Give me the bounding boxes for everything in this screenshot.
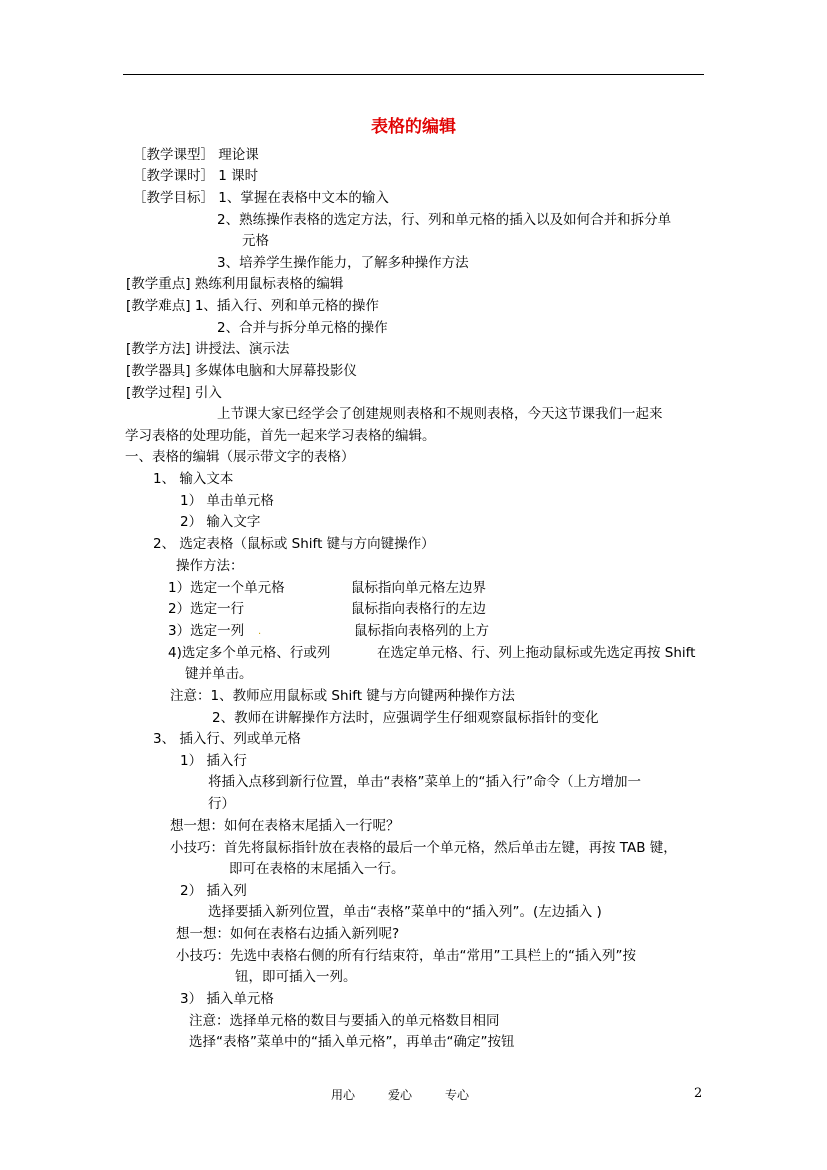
- text-line: 3、培养学生操作能力，了解多种操作方法: [217, 255, 469, 271]
- text-line: 2） 插入列: [180, 883, 247, 899]
- text-line: 即可在表格的末尾插入一行。: [229, 861, 405, 877]
- text-line: 注意：选择单元格的数目与要插入的单元格数目相同: [189, 1013, 500, 1029]
- text-line: 鼠标指向表格行的左边: [351, 601, 486, 617]
- text-line: 3）选定一列: [168, 623, 245, 639]
- text-line: 3、 插入行、列或单元格: [153, 731, 301, 747]
- text-line: 上节课大家已经学会了创建规则表格和不规则表格，今天这节课我们一起来: [217, 406, 663, 422]
- text-line: 2）选定一行: [168, 601, 245, 617]
- text-line: 钮，即可插入一列。: [235, 969, 357, 985]
- document-title: 表格的编辑: [371, 117, 456, 137]
- text-line: 1） 单击单元格: [180, 493, 274, 509]
- text-line: [教学难点] 1、插入行、列和单元格的操作: [126, 298, 379, 314]
- text-line: 选择“表格”菜单中的“插入单元格”，再单击“确定”按钮: [189, 1034, 515, 1050]
- text-line: 注意：1、教师应用鼠标或 Shift 键与方向键两种操作方法: [170, 688, 515, 704]
- text-line: 在选定单元格、行、列上拖动鼠标或先选定再按 Shift: [377, 645, 696, 661]
- text-line: 小技巧：首先将鼠标指针放在表格的最后一个单元格，然后单击左键，再按 TAB 键，: [170, 840, 677, 856]
- text-line: 鼠标指向单元格左边界: [351, 580, 486, 596]
- text-line: 1） 插入行: [180, 753, 247, 769]
- text-line: ［教学目标］ 1、掌握在表格中文本的输入: [133, 190, 389, 206]
- header-rule: [123, 74, 704, 75]
- text-line: 2） 输入文字: [180, 514, 261, 530]
- text-line: 1、 输入文本: [153, 471, 234, 487]
- text-line: 选择要插入新列位置，单击“表格”菜单中的“插入列”。(左边插入 ): [208, 904, 602, 920]
- footer-item: 爱心: [388, 1088, 413, 1102]
- stray-mark: .: [258, 626, 262, 637]
- text-line: [教学过程] 引入: [126, 385, 222, 401]
- text-line: 2、教师在讲解操作方法时，应强调学生仔细观察鼠标指针的变化: [212, 710, 599, 726]
- text-line: [教学方法] 讲授法、演示法: [126, 341, 290, 357]
- text-line: 将插入点移到新行位置，单击“表格”菜单上的“插入行”命令（上方增加一: [208, 774, 641, 790]
- text-line: 想一想：如何在表格右边插入新列呢?: [176, 926, 400, 942]
- text-line: 鼠标指向表格列的上方: [354, 623, 489, 639]
- text-line: 小技巧：先选中表格右侧的所有行结束符，单击“常用”工具栏上的“插入列”按: [176, 948, 636, 964]
- text-line: 一、表格的编辑（展示带文字的表格）: [125, 449, 355, 465]
- text-line: [教学重点] 熟练利用鼠标表格的编辑: [126, 276, 344, 292]
- text-line: ［教学课时］ 1 课时: [133, 168, 259, 184]
- text-line: [教学器具] 多媒体电脑和大屏幕投影仪: [126, 363, 357, 379]
- text-line: ［教学课型］ 理论课: [133, 147, 259, 163]
- text-line: 2、熟练操作表格的选定方法，行、列和单元格的插入以及如何合并和拆分单: [217, 212, 672, 228]
- text-line: 3） 插入单元格: [180, 991, 274, 1007]
- text-line: 想一想：如何在表格末尾插入一行呢？: [170, 818, 400, 834]
- text-line: 1）选定一个单元格: [168, 580, 285, 596]
- text-line: 学习表格的处理功能，首先一起来学习表格的编辑。: [125, 428, 436, 444]
- text-line: 2、合并与拆分单元格的操作: [217, 320, 388, 336]
- text-line: 键并单击。: [185, 666, 253, 682]
- page-number: 2: [694, 1086, 703, 1101]
- text-line: 行）: [208, 796, 235, 812]
- text-line: 2、 选定表格（鼠标或 Shift 键与方向键操作）: [153, 536, 435, 552]
- text-line: 4)选定多个单元格、行或列: [168, 645, 331, 661]
- text-line: 操作方法：: [176, 558, 244, 574]
- footer-item: 专心: [445, 1088, 470, 1102]
- footer-item: 用心: [331, 1088, 356, 1102]
- text-line: 元格: [242, 233, 269, 249]
